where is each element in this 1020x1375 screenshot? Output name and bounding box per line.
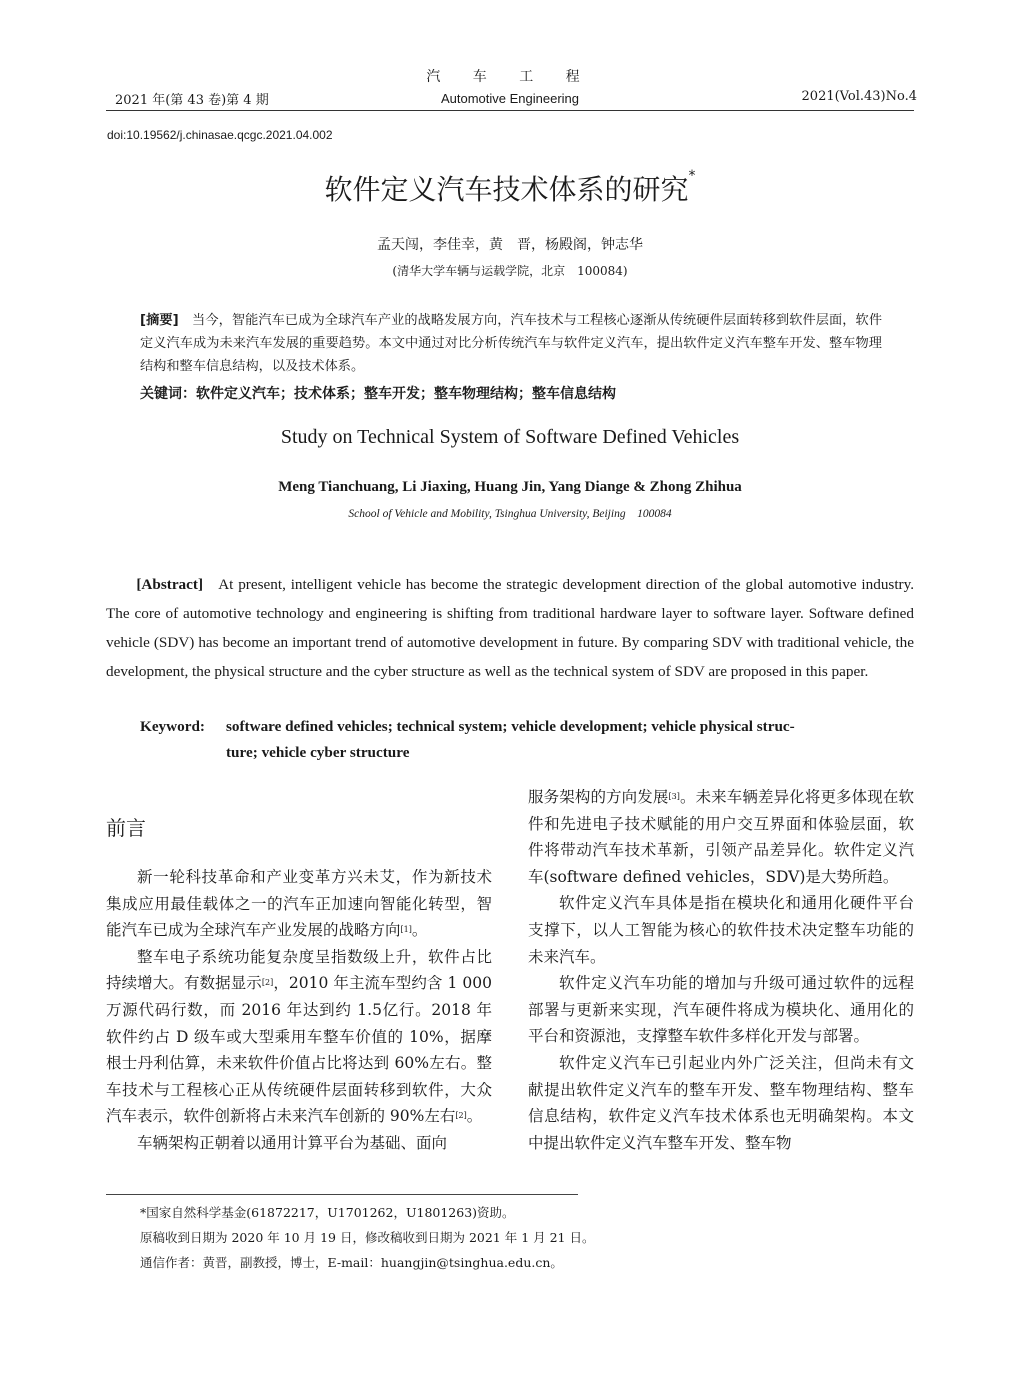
keywords-cn: 关键词：软件定义汽车；技术体系；整车开发；整车物理结构；整车信息结构 xyxy=(140,386,616,402)
paragraph: 车辆架构正朝着以通用计算平台为基础、面向 xyxy=(137,1133,448,1152)
keywords-en-line1: software defined vehicles; technical system; vehicle development; vehicle physical struc- xyxy=(226,718,795,735)
abstract-cn xyxy=(140,309,882,378)
citation: [2] xyxy=(261,978,274,988)
keywords-en xyxy=(140,714,916,766)
abstract-en-label: [Abstract] xyxy=(136,576,204,593)
paper-title-en: Study on Technical System of Software Defined Vehicles xyxy=(280,426,740,448)
body-right-column xyxy=(528,784,914,1156)
paragraph: 软件定义汽车功能的增加与升级可通过软件的远程部署与更新来实现，汽车硬件将成为模块化、通用化的平台和资源池，支撑整车软件多样化开发与部署。 xyxy=(528,974,914,1046)
paragraph xyxy=(528,784,914,890)
abstract-en-text: At present, intelligent vehicle has become the strategic development direction of the global automotive industry. The core of automotive technology and engineering is shifting from traditional hardware layer to software layer. Software defined vehicle (SDV) has become an important trend of automotive development in future. By comparing SDV with traditional vehicle, the development, the physical structure and the cyber structure as well as the technical system of SDV are proposed in this paper. xyxy=(106,576,914,680)
section-heading: 前言 xyxy=(106,816,146,840)
issue-en: 2021(Vol.43)No.4 xyxy=(801,89,917,104)
paragraph-text: 。 xyxy=(411,921,428,940)
doi: doi:10.19562/j.chinasae.qcgc.2021.04.002 xyxy=(107,128,333,142)
footnote-funding: *国家自然科学基金(61872217，U1701262，U1801263)资助。 xyxy=(140,1205,515,1220)
paragraph-text: 整车电子系统功能复杂度呈指数级上升，软件占比持续增大。有数据显示 xyxy=(106,947,492,993)
citation: [3] xyxy=(668,792,680,801)
paper-title-cn xyxy=(0,168,1020,208)
journal-title-cn: 汽 车 工 程 xyxy=(426,69,594,85)
footnote-dates: 原稿收到日期为 2020 年 10 月 19 日，修改稿收到日期为 2021 年 1 月 21 日。 xyxy=(140,1230,595,1245)
paragraph: 软件定义汽车具体是指在模块化和通用化硬件平台支撑下，以人工智能为核心的软件技术决定整车功能的未来汽车。 xyxy=(528,894,914,966)
issue-cn: 2021 年(第 43 卷)第 4 期 xyxy=(115,93,269,108)
citation: [2] xyxy=(455,1111,467,1121)
title-cn-text: 软件定义汽车技术体系的研究 xyxy=(324,173,689,206)
paragraph-text: ，2010 年主流车型约含 1 000万源代码行数，而 2016 年达到约 1.5亿行。2018 年软件约占 D 级车或大型乘用车整车价值的 10%，据摩根士丹利估算，未来软件价值占比将达到 60%左右。整车技术与工程核心正从传统硬件层面转移到软件，大众汽车表示，软件创新将占未来汽车创新的 90%左右 xyxy=(106,974,492,1126)
paragraph-text: 服务架构的方向发展 xyxy=(528,788,669,806)
abstract-cn-text: 当今，智能汽车已成为全球汽车产业的战略发展方向，汽车技术与工程核心逐渐从传统硬件层面转移到软件层面，软件定义汽车成为未来汽车发展的重要趋势。本文中通过对比分析传统汽车与软件定义汽车，提出软件定义汽车整车开发、整车物理结构和整车信息结构，以及技术体系。 xyxy=(140,313,883,374)
journal-title-en: Automotive Engineering xyxy=(440,91,580,106)
paragraph-text: 新一轮科技革命和产业变革方兴未艾，作为新技术集成应用最佳载体之一的汽车正加速向智能化转型，智能汽车已成为全球汽车产业发展的战略方向 xyxy=(106,868,492,940)
paragraph xyxy=(106,944,492,1130)
affiliation-cn: (清华大学车辆与运载学院，北京 100084) xyxy=(392,264,628,278)
footnote-contact: 通信作者：黄晋，副教授，博士，E-mail：huangjin@tsinghua.edu.cn。 xyxy=(140,1255,563,1270)
title-footnote-mark: * xyxy=(688,168,696,184)
authors-en: Meng Tianchuang, Li Jiaxing, Huang Jin, Yang Diange & Zhong Zhihua xyxy=(278,479,742,495)
paragraph-text: 。 xyxy=(466,1107,483,1126)
abstract-cn-label: [摘要] xyxy=(140,313,179,328)
keywords-en-label: Keyword: xyxy=(140,718,205,735)
authors-cn: 孟天闯，李佳幸，黄 晋，杨殿阁，钟志华 xyxy=(377,237,643,253)
header-rule xyxy=(106,110,914,111)
paragraph-text: 。未来车辆差异化将更多体现在软件和先进电子技术赋能的用户交互界面和体验层面，软件将带动汽车技术革新，引领产品差异化。软件定义汽车(software defined vehicles，SDV)是大势所趋。 xyxy=(528,788,914,886)
citation: [1] xyxy=(400,925,412,935)
affiliation-en: School of Vehicle and Mobility, Tsinghua University, Beijing 100084 xyxy=(348,508,672,520)
paragraph xyxy=(106,864,492,944)
footnote-rule xyxy=(106,1194,578,1195)
keywords-en-line2: ture; vehicle cyber structure xyxy=(226,744,410,761)
paragraph: 软件定义汽车已引起业内外广泛关注，但尚未有文献提出软件定义汽车的整车开发、整车物理结构、整车信息结构，软件定义汽车技术体系也无明确架构。本文中提出软件定义汽车整车开发、整车物 xyxy=(528,1053,914,1152)
body-left-column xyxy=(106,864,492,1157)
abstract-en xyxy=(106,570,914,686)
